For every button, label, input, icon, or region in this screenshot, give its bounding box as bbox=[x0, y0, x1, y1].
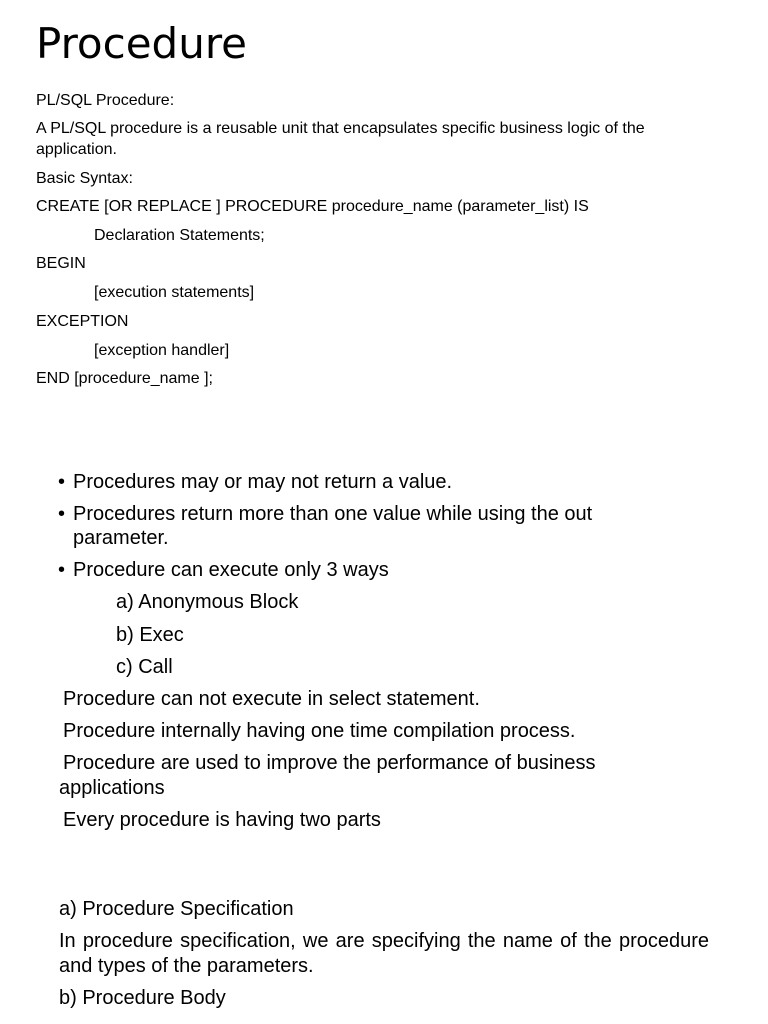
spec-heading: a) Procedure Specification bbox=[59, 898, 294, 920]
spec-description: In procedure specification, we are specifying the name of the procedure and types of the parameters. bbox=[59, 930, 709, 977]
note-select-statement: Procedure can not execute in select statement. bbox=[63, 688, 480, 710]
bullet-out-parameter-line1: Procedures return more than one value while using the out bbox=[73, 503, 593, 525]
bullet-marker: • bbox=[58, 471, 66, 493]
note-two-parts: Every procedure is having two parts bbox=[63, 809, 381, 831]
syntax-create-line: CREATE [OR REPLACE ] PROCEDURE procedure_name (parameter_list) IS bbox=[36, 198, 589, 215]
way-exec: b) Exec bbox=[116, 624, 184, 646]
intro-description-line1: A PL/SQL procedure is a reusable unit that encapsulates specific business logic of the bbox=[36, 120, 645, 137]
way-call: c) Call bbox=[116, 656, 173, 678]
body-heading: b) Procedure Body bbox=[59, 987, 226, 1009]
syntax-handler-line: [exception handler] bbox=[94, 342, 230, 359]
syntax-label: Basic Syntax: bbox=[36, 170, 133, 187]
bullet-marker: • bbox=[58, 559, 66, 581]
syntax-exception-line: EXCEPTION bbox=[36, 313, 129, 330]
intro-heading: PL/SQL Procedure: bbox=[36, 92, 175, 109]
way-anonymous-block: a) Anonymous Block bbox=[116, 591, 299, 613]
bullet-execute-ways: Procedure can execute only 3 ways bbox=[73, 559, 389, 581]
bullet-marker: • bbox=[58, 503, 66, 525]
syntax-declaration-line: Declaration Statements; bbox=[94, 227, 265, 244]
intro-description-line2: application. bbox=[36, 141, 117, 158]
note-performance-line1: Procedure are used to improve the performance of business bbox=[63, 752, 596, 774]
syntax-end-line: END [procedure_name ]; bbox=[36, 370, 213, 387]
syntax-execution-line: [execution statements] bbox=[94, 284, 255, 301]
page-title: Procedure bbox=[36, 19, 248, 68]
note-performance-line2: applications bbox=[59, 777, 165, 799]
syntax-begin-line: BEGIN bbox=[36, 255, 86, 272]
bullet-return-value: Procedures may or may not return a value. bbox=[73, 471, 453, 493]
bullet-out-parameter-line2: parameter. bbox=[73, 527, 169, 549]
note-compilation: Procedure internally having one time compilation process. bbox=[63, 720, 576, 742]
